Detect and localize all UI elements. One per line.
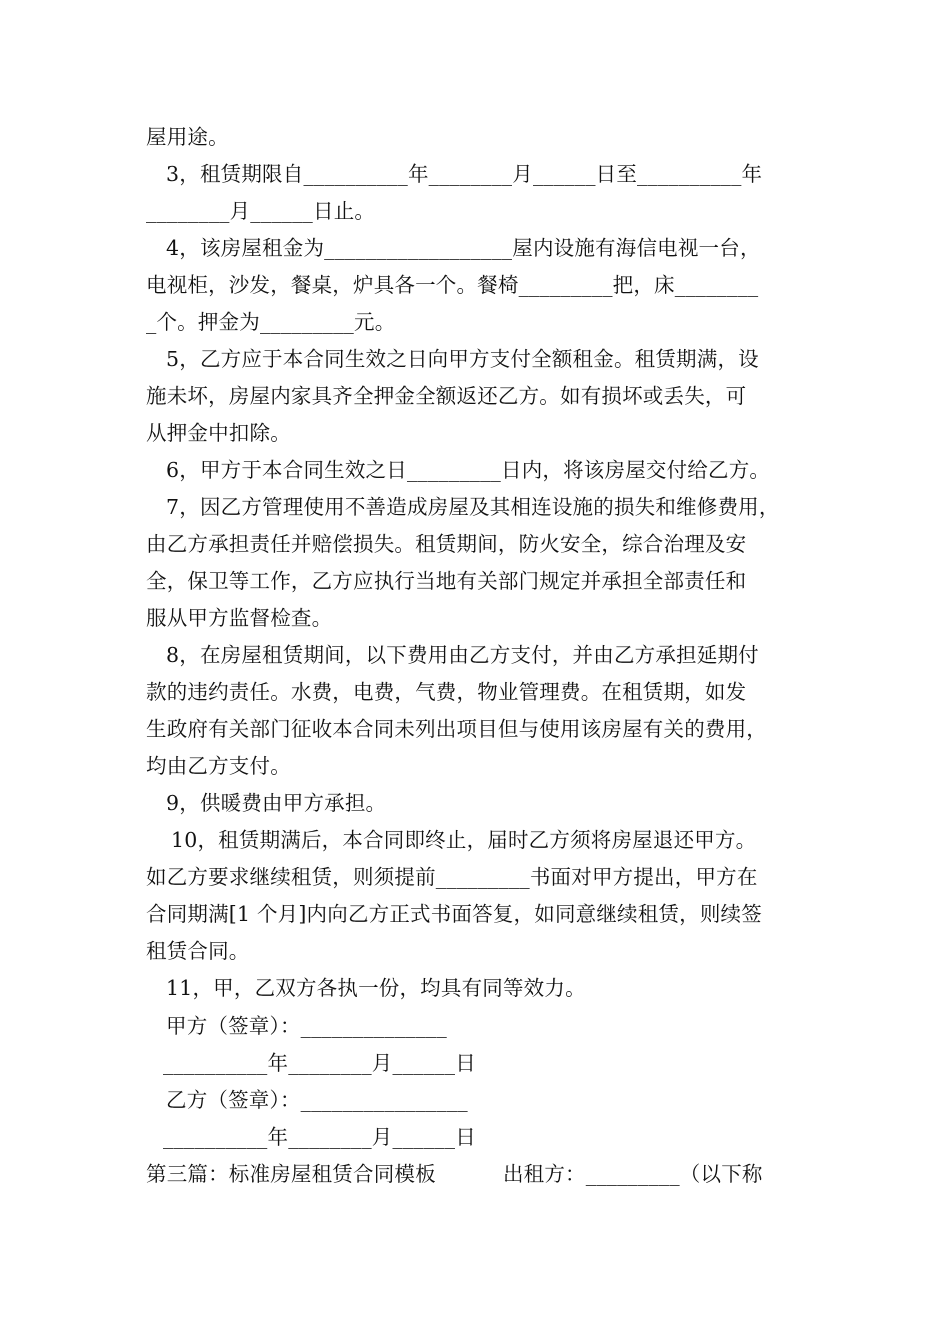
text-line: 施未坏，房屋内家具齐全押金全额返还乙方。如有损坏或丢失，可 [146,384,747,408]
text-line: 电视柜，沙发，餐桌，炉具各一个。餐椅_________把，床________ [146,273,759,297]
text-line: 屋用途。 [146,125,229,149]
text-line: 全，保卫等工作，乙方应执行当地有关部门规定并承担全部责任和 [146,569,747,593]
text-line: 生政府有关部门征收本合同未列出项目但与使用该房屋有关的费用， [146,717,767,741]
text-line: 款的违约责任。水费，电费，气费，物业管理费。在租赁期，如发 [146,680,747,704]
clause-10-line: 10，租赁期满后，本合同即终止，届时乙方须将房屋退还甲方。 [171,828,757,852]
text-line: 由乙方承担责任并赔偿损失。租赁期间，防火安全，综合治理及安 [146,532,747,556]
party-a-date-line: __________年________月______日 [163,1051,476,1075]
text-line: 均由乙方支付。 [146,754,291,778]
clause-9-line: 9，供暖费由甲方承担。 [166,791,387,815]
clause-4-line: 4，该房屋租金为__________________屋内设施有海信电视一台， [166,236,761,260]
clause-11-line: 11，甲，乙双方各执一份，均具有同等效力。 [166,976,586,1000]
clause-7-line: 7，因乙方管理使用不善造成房屋及其相连设施的损失和维修费用， [166,495,780,519]
clause-5-line: 5，乙方应于本合同生效之日向甲方支付全额租金。租赁期满，设 [166,347,759,371]
clause-8-line: 8，在房屋租赁期间，以下费用由乙方支付，并由乙方承担延期付 [166,643,759,667]
party-b-date-line: __________年________月______日 [163,1125,476,1149]
party-a-signature-line: 甲方（签章）：______________ [166,1014,447,1038]
text-line: 服从甲方监督检查。 [146,606,333,630]
section-three-heading: 第三篇：标准房屋租赁合同模板 出租方：_________（以下称 [146,1162,763,1186]
text-line: 从押金中扣除。 [146,421,291,445]
clause-3-line: 3，租赁期限自__________年________月______日至__________年 [166,162,763,186]
text-line: 如乙方要求继续租赁，则须提前_________书面对甲方提出，甲方在 [146,865,758,889]
text-line: _个。押金为_________元。 [146,310,396,334]
party-b-signature-line: 乙方（签章）：________________ [166,1088,468,1112]
text-line: ________月______日止。 [146,199,376,223]
text-line: 租赁合同。 [146,939,250,963]
clause-6-line: 6，甲方于本合同生效之日_________日内，将该房屋交付给乙方。 [166,458,771,482]
text-line: 合同期满[1 个月]内向乙方正式书面答复，如同意继续租赁，则续签 [146,902,762,926]
